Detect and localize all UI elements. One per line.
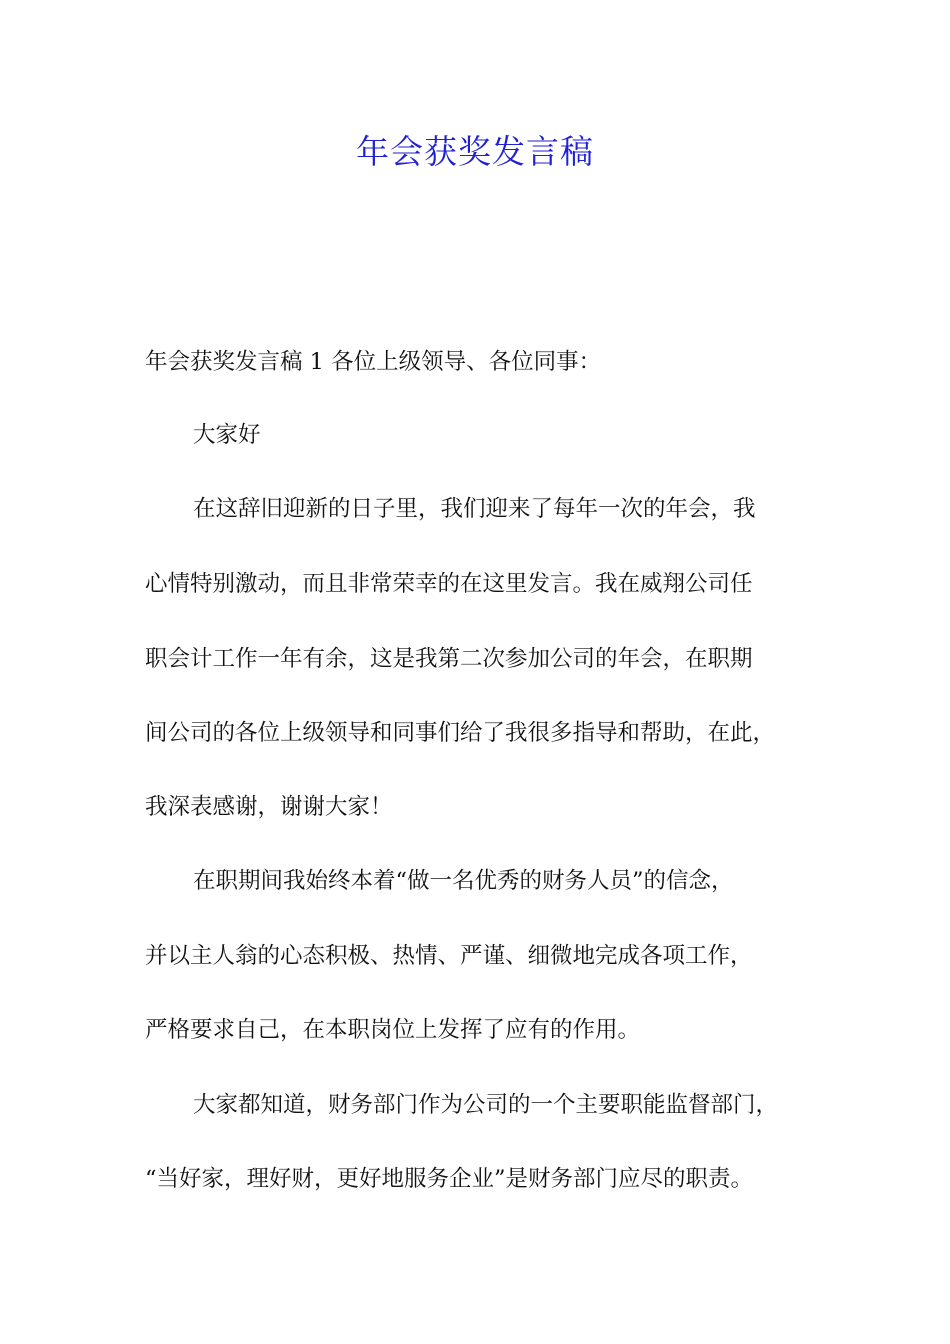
text-line: 在这辞旧迎新的日子里，我们迎来了每年一次的年会，我: [193, 496, 756, 522]
text-line: 心情特别激动，而且非常荣幸的在这里发言。我在威翔公司任: [145, 571, 753, 597]
text-line: 并以主人翁的心态积极、热情、严谨、细微地完成各项工作，: [145, 943, 753, 969]
text-line: 严格要求自己，在本职岗位上发挥了应有的作用。: [145, 1017, 641, 1043]
text-line: 职会计工作一年有余，这是我第二次参加公司的年会，在职期: [145, 646, 753, 672]
text-line: “当好家，理好财，更好地服务企业”是财务部门应尽的职责。: [145, 1166, 754, 1192]
text-line: 在职期间我始终本着“做一名优秀的财务人员”的信念，: [193, 868, 734, 894]
text-line: 年会获奖发言稿 1 各位上级领导、各位同事：: [145, 349, 602, 375]
document-title: 年会获奖发言稿: [356, 132, 594, 171]
text-line: 我深表感谢，谢谢大家！: [145, 794, 393, 820]
text-line: 间公司的各位上级领导和同事们给了我很多指导和帮助，在此，: [145, 720, 776, 746]
text-line: 大家好: [193, 422, 261, 448]
text-line: 大家都知道，财务部门作为公司的一个主要职能监督部门，: [193, 1092, 779, 1118]
